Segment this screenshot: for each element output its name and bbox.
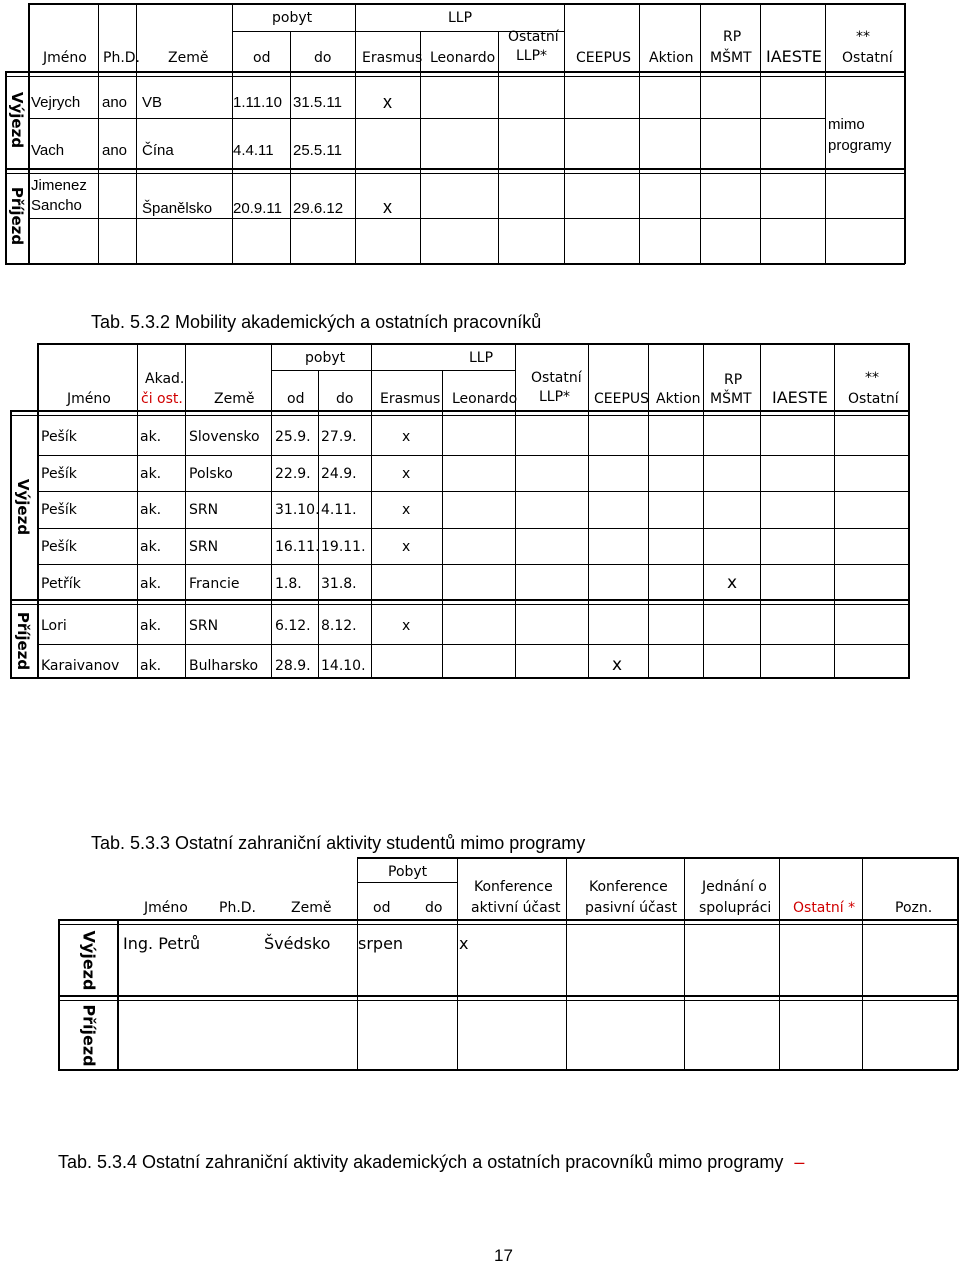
header-pozn: Pozn. [895,900,933,916]
cell-zeme: Slovensko [189,429,260,445]
header-iaeste: IAESTE [766,47,822,66]
cell-od: srpen [358,934,404,953]
cell-zeme: SRN [189,539,219,555]
header-zeme: Země [168,50,209,66]
header-llp: LLP [448,10,473,26]
header-zeme: Země [214,391,255,407]
header-pobyt: pobyt [305,350,346,366]
cell-od: 25.9. [275,429,311,445]
cell-od: 1.11.10 [233,94,282,111]
header-ostatni-llp-2: LLP* [516,48,548,64]
cell-erasmus: x [383,197,392,217]
cell-od: 6.12. [275,618,311,634]
header-jmeno: Jméno [43,50,87,66]
header-jmeno: Jméno [67,391,111,407]
header-do: do [336,391,354,407]
header-konf-akt-1: Konference [474,879,553,895]
header-konf-akt-2: aktivní účast [471,900,561,916]
header-rp-1: RP [723,29,742,45]
header-ostatni-2: Ostatní [848,391,899,407]
cell-do: 31.5.11 [293,94,342,111]
cell-jmeno: Karaivanov [41,658,120,674]
cell-zeme: Švédsko [264,934,331,953]
section-prijezd: Příjezd [8,186,26,246]
cell-do: 31.8. [321,576,357,592]
cell-ostatni-1: mimo [828,116,865,133]
cell-do: 24.9. [321,466,357,482]
header-konf-pas-2: pasivní účast [585,900,678,916]
header-rp-2: MŠMT [710,50,752,66]
cell-od: 22.9. [275,466,311,482]
header-do: do [425,900,443,916]
cell-erasmus: x [402,466,411,482]
header-do: do [314,50,332,66]
cell-zeme: SRN [189,502,219,518]
header-aktion: Aktion [656,391,701,407]
cell-zeme: Francie [189,576,240,592]
cell-do: 8.12. [321,618,357,634]
header-rp-2: MŠMT [710,391,752,407]
cell-od: 28.9. [275,658,311,674]
cell-zeme: Španělsko [142,200,213,217]
header-ostatni-llp-2: LLP* [539,389,571,405]
cell-erasmus: x [383,92,392,112]
cell-od: 16.11. [275,539,320,555]
header-pobyt: Pobyt [388,864,428,880]
cell-jmeno: Vach [31,142,65,159]
header-ceepus: CEEPUS [594,391,650,407]
header-erasmus: Erasmus [362,50,423,66]
cell-jmeno-2: Sancho [31,197,82,214]
cell-od: 4.4.11 [233,142,274,159]
cell-od: 1.8. [275,576,302,592]
header-phd: Ph.D. [219,900,256,916]
caption-table-2: Tab. 5.3.2 Mobility akademických a ostatních pracovníků [91,312,542,332]
cell-zeme: Polsko [189,466,233,482]
header-aktion: Aktion [649,50,694,66]
header-jednani-1: Jednání o [702,879,767,895]
cell-rp-msmt: x [727,573,738,593]
page-number: 17 [494,1246,513,1265]
header-ostatni-llp-1: Ostatní [508,29,559,45]
cell-erasmus: x [402,429,411,445]
cell-do: 19.11. [321,539,366,555]
header-od: od [373,900,391,916]
header-pobyt: pobyt [272,10,313,26]
cell-od: 31.10. [275,502,320,518]
header-leonardo: Leonardo [452,391,518,407]
cell-zeme: SRN [189,618,219,634]
header-iaeste: IAESTE [772,388,828,407]
cell-zeme: Bulharsko [189,658,259,674]
cell-jmeno: Pešík [41,502,77,518]
header-rp-1: RP [724,372,743,388]
cell-od: 20.9.11 [233,200,282,217]
section-prijezd: Příjezd [14,611,32,671]
cell-jmeno: Pešík [41,466,77,482]
cell-akad: ak. [140,539,162,555]
header-akad-2: či ost. [141,391,183,407]
cell-zeme: Čína [142,142,174,159]
cell-jmeno: Pešík [41,539,77,555]
header-jednani-2: spolupráci [699,900,772,916]
cell-jmeno: Petřík [41,576,81,592]
header-ostatni-1: ** [865,370,879,386]
cell-erasmus: x [402,539,411,555]
cell-akad: ak. [140,576,162,592]
cell-jmeno: Ing. Petrů [123,934,201,953]
caption-table-3: Tab. 5.3.3 Ostatní zahraniční aktivity studentů mimo programy [91,833,586,853]
caption-table-4 [58,1153,804,1171]
cell-erasmus: x [402,618,411,634]
header-jmeno: Jméno [144,900,188,916]
header-llp: LLP [469,350,494,366]
header-phd: Ph.D. [103,50,140,66]
cell-jmeno: Vejrych [31,94,81,111]
header-ostatni-2: Ostatní [842,50,893,66]
header-ceepus: CEEPUS [576,50,632,66]
header-konf-pas-1: Konference [589,879,668,895]
cell-do: 29.6.12 [293,200,344,217]
caption-table-4-dash: – [794,1152,805,1172]
cell-ostatni-2: programy [828,137,892,154]
header-ostatni: Ostatní * [793,900,856,916]
cell-phd: ano [102,142,128,159]
header-akad-1: Akad. [145,371,185,387]
cell-akad: ak. [140,658,162,674]
caption-table-4-text: Tab. 5.3.4 Ostatní zahraniční aktivity akademických a ostatních pracovníků mimo programy [58,1152,784,1172]
section-vyjezd: Výjezd [8,91,26,149]
cell-akad: ak. [140,618,162,634]
cell-jmeno: Pešík [41,429,77,445]
cell-phd: ano [102,94,128,111]
header-leonardo: Leonardo [430,50,496,66]
cell-do: 25.5.11 [293,142,342,159]
header-zeme: Země [291,900,332,916]
header-erasmus: Erasmus [380,391,441,407]
header-ostatni-llp-1: Ostatní [531,370,582,386]
cell-jmeno-1: Jimenez [31,177,87,194]
section-vyjezd: Výjezd [79,930,99,991]
section-prijezd: Příjezd [79,1004,99,1067]
cell-do: 4.11. [321,502,357,518]
header-od: od [287,391,305,407]
cell-jmeno: Lori [41,618,67,634]
cell-akad: ak. [140,466,162,482]
cell-akad: ak. [140,429,162,445]
header-ostatni-1: ** [856,29,870,45]
cell-erasmus: x [402,502,411,518]
cell-do: 27.9. [321,429,357,445]
header-od: od [253,50,271,66]
cell-akad: ak. [140,502,162,518]
section-vyjezd: Výjezd [14,478,32,536]
cell-zeme: VB [142,94,163,111]
cell-konf-akt: x [459,934,469,953]
cell-ceepus: x [612,655,623,675]
cell-do: 14.10. [321,658,366,674]
